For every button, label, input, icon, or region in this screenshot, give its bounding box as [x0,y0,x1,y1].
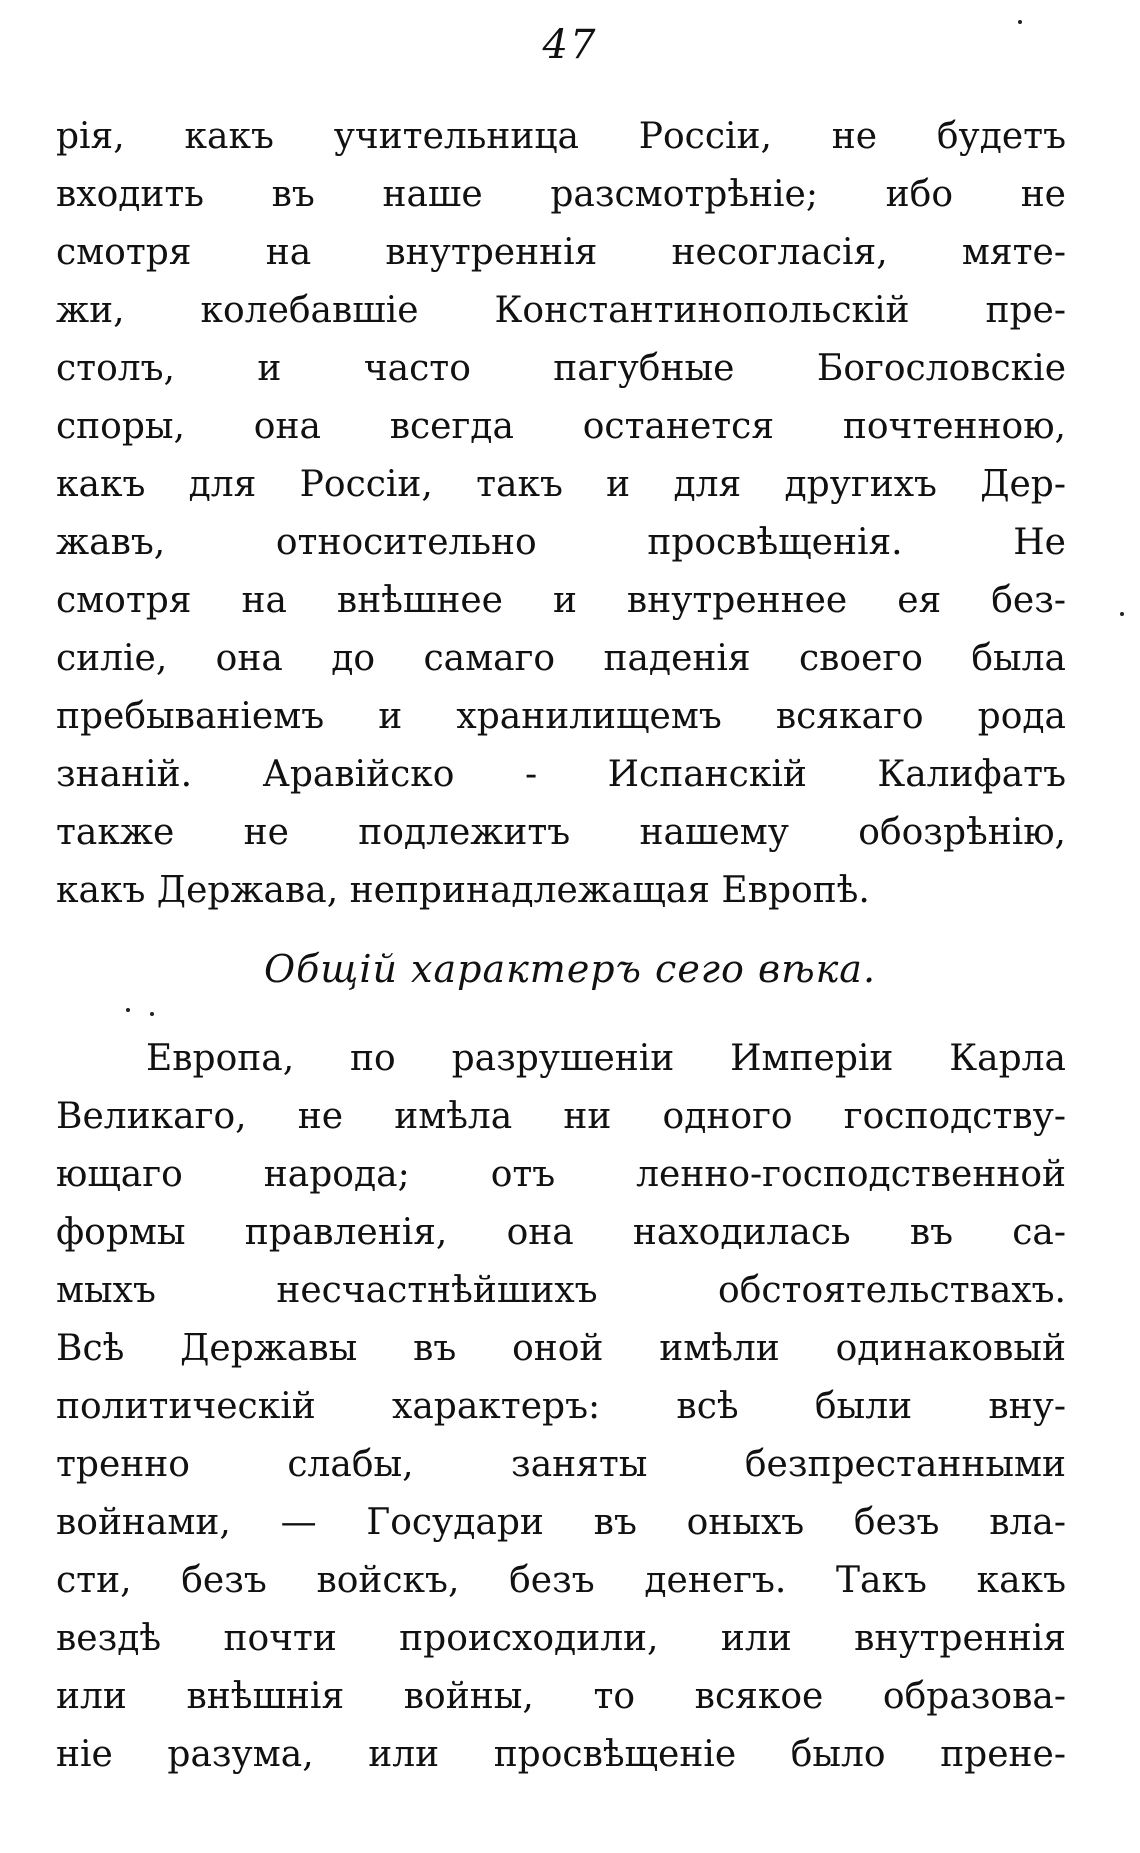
section-heading: Общій характеръ сего вѣка. [263,947,877,991]
print-speck [1018,20,1022,24]
paragraph-1 [56,108,1066,920]
text-line: мыхъ несчастнѣйшихъ обстоятельствахъ. [56,1270,1066,1311]
text-line: тренно слабы, заняты безпрестанными [56,1444,1066,1485]
text-line: ніе разума, или просвѣщеніе было прене- [56,1734,1066,1775]
text-line: силіе, она до самаго паденія своего была [56,638,1066,679]
print-speck [150,1012,154,1016]
text-line: какъ для Россіи, такъ и для другихъ Дер- [56,464,1066,505]
text-line: рія, какъ учительница Россіи, не будетъ [56,116,1066,157]
text-line: ющаго народа; отъ ленно-господственной [56,1154,1066,1195]
text-line: смотря на внутреннія несогласія, мяте- [56,232,1066,273]
text-line: споры, она всегда останется почтенною, [56,406,1066,447]
text-line: пребываніемъ и хранилищемъ всякаго рода [56,696,1066,737]
text-line: политическій характеръ: всѣ были вну- [56,1386,1066,1427]
text-line: столъ, и часто пагубные Богословскіе [56,348,1066,389]
text-line: Европа, по разрушеніи Имперіи Карла [146,1038,1066,1079]
print-speck [126,1008,130,1012]
text-line: также не подлежитъ нашему обозрѣнію, [56,812,1066,853]
page-number: 47 [542,22,598,68]
text-line: жавъ, относительно просвѣщенія. Не [56,522,1066,563]
text-line: войнами, — Государи въ оныхъ безъ вла- [56,1502,1066,1543]
text-line: знаній. Аравійско - Испанскій Калифатъ [56,754,1066,795]
text-line: входить въ наше разсмотрѣніе; ибо не [56,174,1066,215]
text-line: или внѣшнія войны, то всякое образова- [56,1676,1066,1717]
text-line: сти, безъ войскъ, безъ денегъ. Такъ какъ [56,1560,1066,1601]
text-line: вездѣ почти происходили, или внутреннія [56,1618,1066,1659]
paragraph-2 [56,1030,1066,1784]
text-line: жи, колебавшіе Константинопольскій пре- [56,290,1066,331]
text-line: смотря на внѣшнее и внутреннее ея без- [56,580,1066,621]
text-line: какъ Держава, непринадлежащая Европѣ. [56,870,870,911]
text-line: Великаго, не имѣла ни одного господству- [56,1096,1066,1137]
print-speck [1120,612,1124,616]
text-line: Всѣ Державы въ оной имѣли одинаковый [56,1328,1066,1369]
text-line: формы правленія, она находилась въ са- [56,1212,1066,1253]
